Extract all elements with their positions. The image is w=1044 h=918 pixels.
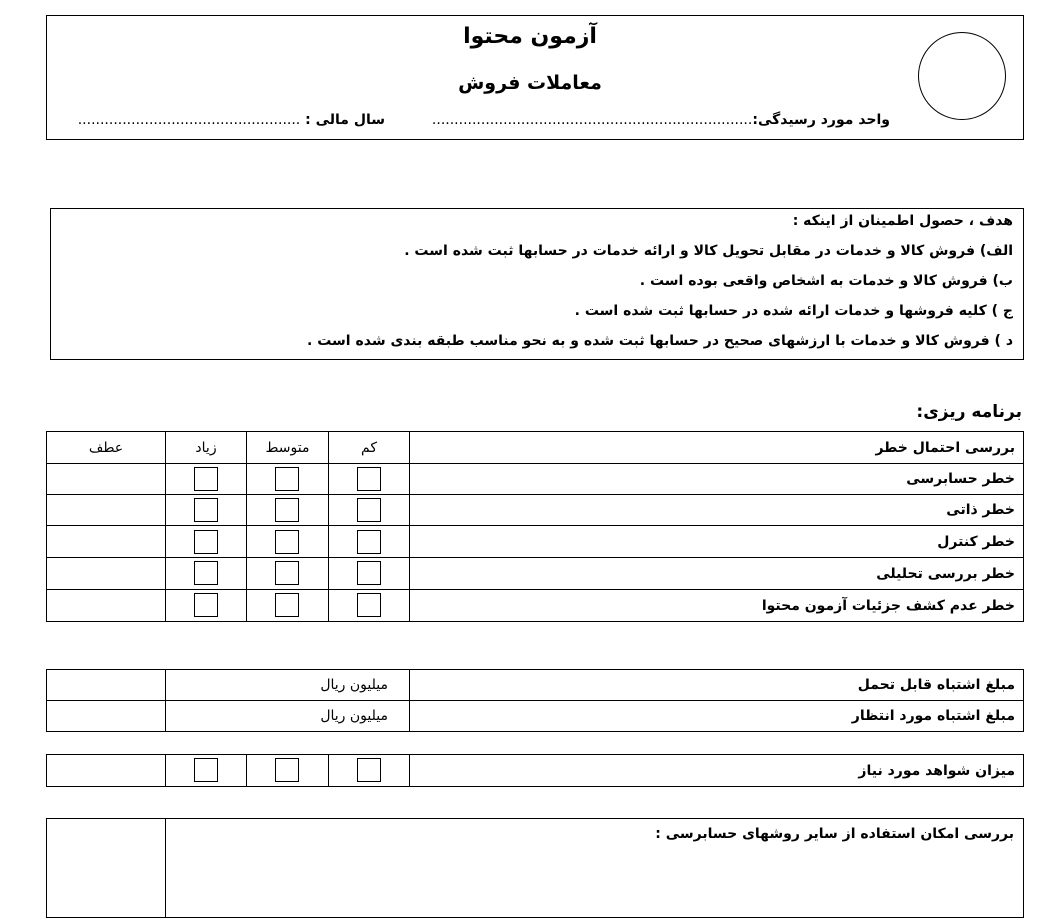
risk-low-checkbox[interactable] — [357, 561, 381, 585]
risk-medium-checkbox[interactable] — [275, 498, 299, 522]
risk-row-label: خطر حسابرسی — [409, 463, 1024, 495]
risk-cell-ref[interactable] — [46, 589, 166, 622]
audited-unit-dots: ........................................................................ — [431, 112, 753, 128]
amount-row-label: مبلغ اشتباه مورد انتظار — [409, 700, 1024, 732]
risk-medium-checkbox[interactable] — [275, 467, 299, 491]
planning-heading: برنامه ریزی: — [916, 402, 1022, 422]
amount-unit[interactable]: میلیون ریال — [165, 700, 410, 732]
risk-high-checkbox[interactable] — [194, 530, 218, 554]
risk-row-label: خطر ذاتی — [409, 494, 1024, 526]
risk-medium-checkbox[interactable] — [275, 593, 299, 617]
seal-circle — [918, 32, 1006, 120]
amount-unit[interactable]: میلیون ریال — [165, 669, 410, 701]
objective-item: ج ) کلیه فروشها و خدمات ارائه شده در حسابها ثبت شده است . — [574, 303, 1013, 319]
amount-ref-cell[interactable] — [46, 700, 166, 732]
risk-row-label: خطر بررسی تحلیلی — [409, 557, 1024, 590]
objective-item: د ) فروش کالا و خدمات با ارزشهای صحیح در حسابها ثبت شده و به نحو مناسب طبقه بندی شده است . — [307, 333, 1013, 349]
evidence-low-checkbox[interactable] — [357, 758, 381, 782]
risk-low-checkbox[interactable] — [357, 593, 381, 617]
risk-header-medium: متوسط — [246, 431, 329, 464]
fiscal-year-label: سال مالی : — [305, 112, 385, 128]
fiscal-year-dots: .................................................. — [77, 112, 301, 128]
page-title: آزمون محتوا — [463, 24, 597, 49]
risk-header-ref: عطف — [46, 431, 166, 464]
risk-high-checkbox[interactable] — [194, 467, 218, 491]
risk-header-item: بررسی احتمال خطر — [409, 431, 1024, 464]
risk-row-label: خطر عدم کشف جزئیات آزمون محتوا — [409, 589, 1024, 622]
objective-item: ب) فروش کالا و خدمات به اشخاص واقعی بوده است . — [639, 273, 1013, 289]
objective-item: الف) فروش کالا و خدمات در مقابل تحویل کالا و ارائه خدمات در حسابها ثبت شده است . — [404, 243, 1013, 259]
risk-low-checkbox[interactable] — [357, 467, 381, 491]
evidence-cell-ref[interactable] — [46, 754, 166, 787]
risk-cell-ref[interactable] — [46, 557, 166, 590]
amount-row-label: مبلغ اشتباه قابل تحمل — [409, 669, 1024, 701]
risk-high-checkbox[interactable] — [194, 498, 218, 522]
audited-unit-field[interactable] — [420, 112, 890, 128]
risk-high-checkbox[interactable] — [194, 561, 218, 585]
evidence-high-checkbox[interactable] — [194, 758, 218, 782]
objectives-box — [50, 208, 1024, 360]
objectives-heading: هدف ، حصول اطمینان از اینکه : — [792, 213, 1013, 229]
evidence-medium-checkbox[interactable] — [275, 758, 299, 782]
risk-cell-ref[interactable] — [46, 463, 166, 495]
page-subtitle: معاملات فروش — [458, 72, 602, 94]
other-methods-divider — [165, 818, 166, 918]
risk-medium-checkbox[interactable] — [275, 530, 299, 554]
risk-medium-checkbox[interactable] — [275, 561, 299, 585]
risk-row-label: خطر کنترل — [409, 525, 1024, 558]
risk-high-checkbox[interactable] — [194, 593, 218, 617]
fiscal-year-field[interactable] — [77, 112, 385, 128]
risk-cell-ref[interactable] — [46, 494, 166, 526]
amount-ref-cell[interactable] — [46, 669, 166, 701]
risk-low-checkbox[interactable] — [357, 498, 381, 522]
other-methods-label: بررسی امکان استفاده از سایر روشهای حسابرسی : — [655, 826, 1014, 842]
evidence-row-label: میزان شواهد مورد نیاز — [409, 754, 1024, 787]
risk-header-low: کم — [328, 431, 410, 464]
risk-low-checkbox[interactable] — [357, 530, 381, 554]
audited-unit-label: واحد مورد رسیدگی: — [752, 112, 890, 128]
risk-header-high: زیاد — [165, 431, 247, 464]
risk-cell-ref[interactable] — [46, 525, 166, 558]
